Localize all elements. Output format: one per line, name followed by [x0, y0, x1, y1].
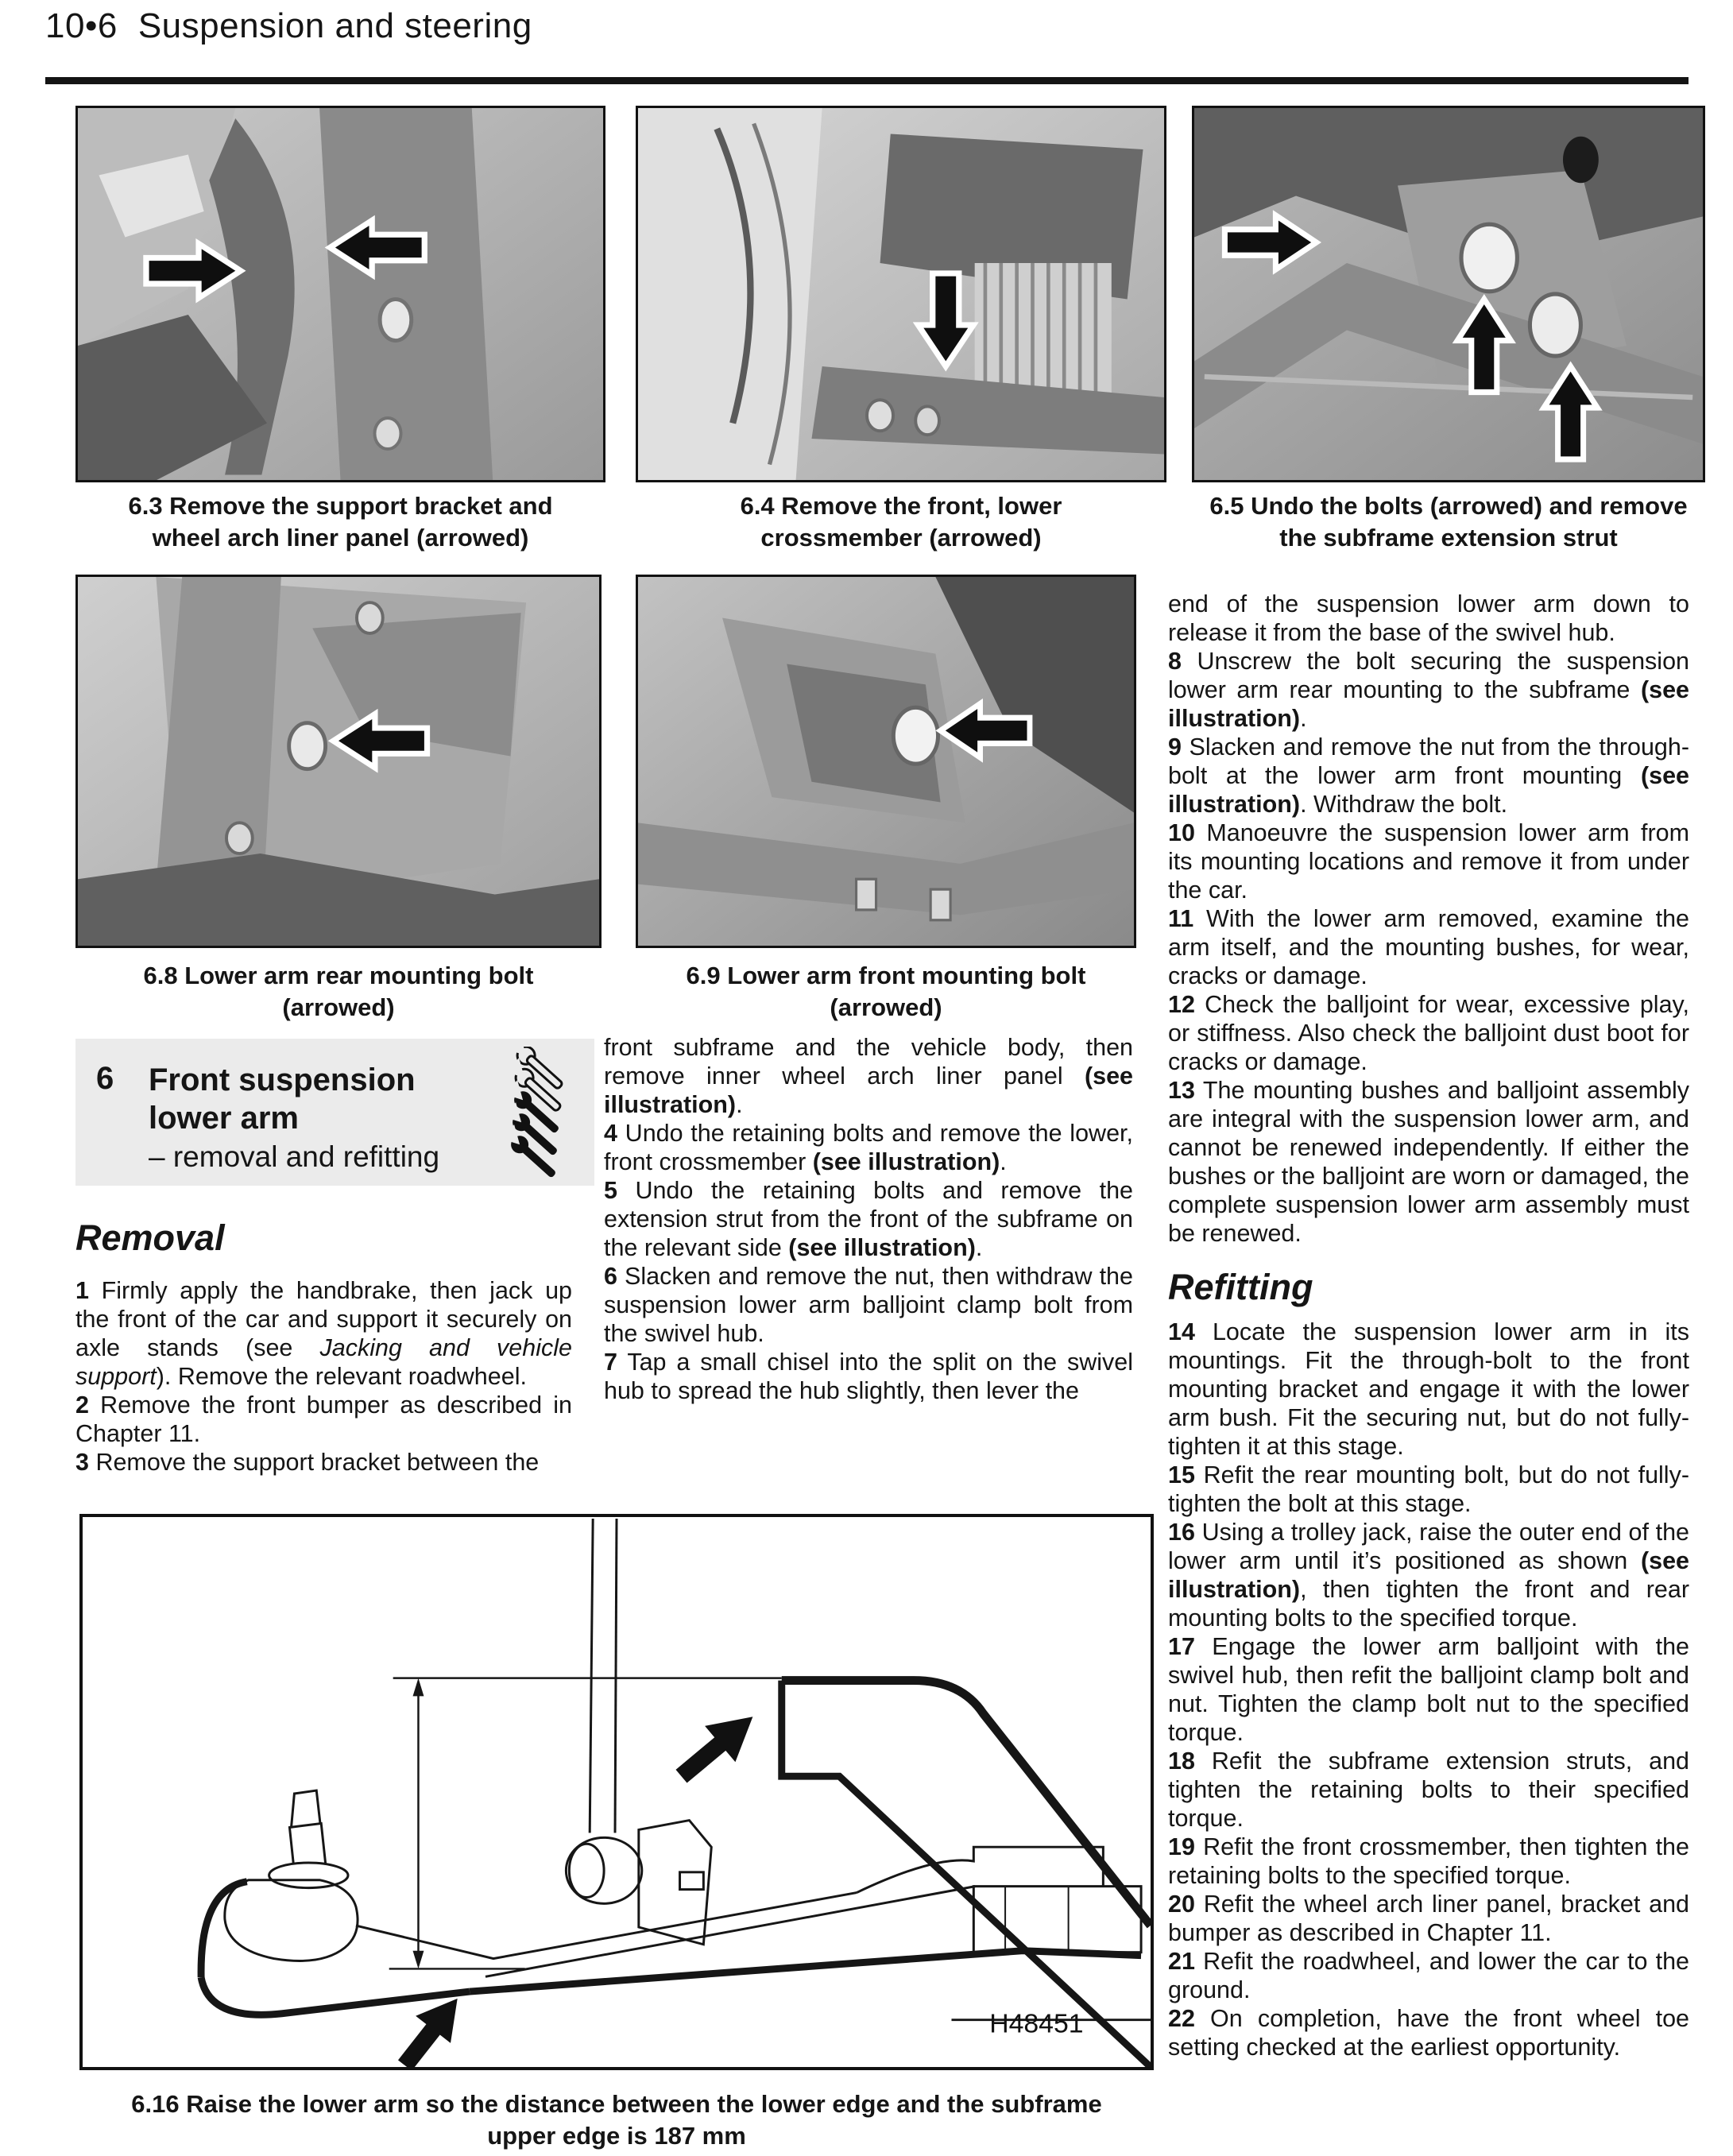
rod-line: [590, 1519, 593, 1833]
section-title: Front suspension lower arm: [149, 1063, 416, 1136]
arm-lower-edge: [201, 1977, 470, 2015]
spanner-difficulty-icon: [507, 1047, 590, 1180]
arm-long-lower-edge: [470, 1951, 1141, 1991]
bolt-head: [1461, 224, 1517, 292]
paragraph-2: 2 Remove the front bumper as described in Chapter 11.: [75, 1392, 572, 1447]
caption-6-16: 6.16 Raise the lower arm so the distance between the lower edge and the subframe upper edge is 187 mm: [131, 2090, 1102, 2150]
section-subtitle: – removal and refitting: [149, 1140, 440, 1173]
paragraph-13: 13 The mounting bushes and balljoint assembly are integral with the suspension lower arm, and cannot be renewed independently. If either the bushes or the balljoint are worn or damaged, the complete suspension lower arm assembly must be renewed.: [1168, 1077, 1689, 1247]
photo-6-3-image: [78, 108, 603, 480]
bolt-head: [380, 300, 412, 341]
bracket-plate: [319, 108, 493, 480]
section-heading-box: [75, 1039, 594, 1186]
photo-6-4: [636, 106, 1166, 482]
bolt-head: [1530, 294, 1580, 356]
bracket-bolt: [680, 1872, 704, 1890]
dimension-arrowhead: [413, 1678, 424, 1697]
paragraph-19: 19 Refit the front crossmember, then tighten the retaining bolts to the specified torque.: [1168, 1833, 1689, 1889]
middle-column: [604, 1033, 1133, 1405]
photo-6-3: [75, 106, 605, 482]
paragraph-3-continued: front subframe and the vehicle body, then remove inner wheel arch liner panel (see illustration).: [604, 1034, 1133, 1118]
paragraph-3: 3 Remove the support bracket between the: [75, 1449, 540, 1476]
left-column: [75, 1276, 572, 1477]
paragraph-12: 12 Check the balljoint for wear, excessive play, or stiffness. Also check the balljoint dust boot for cracks or damage.: [1168, 991, 1689, 1075]
refitting-heading: Refitting: [1168, 1267, 1313, 1307]
photo-6-8-image: [78, 577, 599, 946]
paragraph-21: 21 Refit the roadwheel, and lower the car to the ground.: [1168, 1948, 1689, 2003]
bush-inner: [569, 1844, 604, 1897]
paragraph-6: 6 Slacken and remove the nut, then withdraw the suspension lower arm balljoint clamp bolt from the swivel hub.: [604, 1263, 1133, 1347]
dimension-arrowhead: [413, 1951, 424, 1969]
subframe-inner-edge: [782, 1681, 1151, 2067]
paragraph-20: 20 Refit the wheel arch liner panel, bracket and bumper as described in Chapter 11.: [1168, 1891, 1689, 1946]
drawing-reference-code: H48451: [989, 2008, 1084, 2039]
inner-bracket-body: [973, 1887, 1141, 1953]
caption-6-5: 6.5 Undo the bolts (arrowed) and remove the subframe extension strut: [1209, 492, 1688, 552]
photo-6-8: [75, 575, 602, 948]
section-number: 6: [96, 1061, 114, 1096]
right-column: [1168, 590, 1689, 2061]
paragraph-9: 9 Slacken and remove the nut from the through-bolt at the lower arm front mounting (see illustration). Withdraw the bolt.: [1168, 734, 1689, 818]
paragraph-15: 15 Refit the rear mounting bolt, but do not fully-tighten the bolt at this stage.: [1168, 1461, 1689, 1517]
page-number: 10•6: [45, 6, 118, 45]
bolt-head: [867, 400, 893, 431]
header-rule: [45, 77, 1689, 84]
stud: [857, 879, 876, 910]
bolt-head: [374, 418, 400, 449]
caption-6-9: 6.9 Lower arm front mounting bolt (arrowed): [686, 962, 1086, 1021]
paragraph-10: 10 Manoeuvre the suspension lower arm from its mounting locations and remove it from under the car.: [1168, 819, 1689, 904]
caption-6-8: 6.8 Lower arm rear mounting bolt (arrowed): [143, 962, 534, 1021]
photo-6-5: [1192, 106, 1705, 482]
paragraph-8: 8 Unscrew the bolt securing the suspension lower arm rear mounting to the subframe (see illustration).: [1168, 648, 1689, 732]
balljoint-boot: [225, 1880, 358, 1961]
photo-6-4-image: [638, 108, 1164, 480]
paragraph-5: 5 Undo the retaining bolts and remove the extension strut from the front of the subframe on the relevant side (see illustration).: [604, 1177, 1133, 1261]
rod-line: [615, 1519, 617, 1833]
stud: [930, 889, 950, 920]
paragraph-18: 18 Refit the subframe extension struts, and tighten the retaining bolts to their specified torque.: [1168, 1748, 1689, 1832]
arm-outer-edge: [201, 1882, 247, 1978]
figure-6-16: [79, 1514, 1154, 2070]
mounting-bolt: [893, 707, 938, 764]
paragraph-4: 4 Undo the retaining bolts and remove the lower, front crossmember (see illustration).: [604, 1120, 1133, 1175]
paragraph-1: 1 Firmly apply the handbrake, then jack up the front of the car and support it securely on axle stands (see Jacking and vehicle support). Remove the relevant roadwheel.: [75, 1277, 572, 1390]
paragraph-11: 11 With the lower arm removed, examine the arm itself, and the mounting bushes, for wear, cracks or damage.: [1168, 905, 1689, 989]
bolt-head: [226, 823, 253, 853]
removal-heading: Removal: [75, 1217, 225, 1258]
photo-6-5-image: [1194, 108, 1703, 480]
chapter-title: Suspension and steering: [137, 6, 532, 45]
caption-6-3: 6.3 Remove the support bracket and wheel arch liner panel (arrowed): [128, 492, 553, 552]
paragraph-7: 7 Tap a small chisel into the split on the swivel hub to spread the hub slightly, then lever the: [604, 1349, 1133, 1404]
caption-6-4: 6.4 Remove the front, lower crossmember (arrowed): [740, 492, 1062, 552]
paragraph-7-continued: end of the suspension lower arm down to release it from the base of the swivel hub.: [1168, 590, 1689, 646]
figure-6-16-drawing: [83, 1517, 1151, 2067]
balljoint-stud: [291, 1790, 320, 1828]
paragraph-22: 22 On completion, have the front wheel toe setting checked at the earliest opportunity.: [1168, 2005, 1689, 2061]
hole: [1563, 137, 1599, 184]
bolt-head: [915, 406, 939, 435]
paragraph-16: 16 Using a trolley jack, raise the outer end of the lower arm until it’s positioned as shown (see illustration), then tighten the front and rear mounting bolts to the specified torque.: [1168, 1519, 1689, 1632]
paragraph-14: 14 Locate the suspension lower arm in its mountings. Fit the through-bolt to the front mounting bracket and engage it with the lower arm bush. Fit the securing nut, but do not fully-tighten it at this stage.: [1168, 1318, 1689, 1460]
photo-6-9: [636, 575, 1136, 948]
page-header: [45, 6, 532, 46]
photo-6-9-image: [638, 577, 1134, 946]
bolt-head: [357, 602, 383, 633]
paragraph-17: 17 Engage the lower arm balljoint with the swivel hub, then refit the balljoint clamp bolt and nut. Tighten the clamp bolt nut to the specified torque.: [1168, 1633, 1689, 1746]
arrow-icon: [666, 1699, 768, 1794]
mounting-bolt: [289, 723, 326, 769]
